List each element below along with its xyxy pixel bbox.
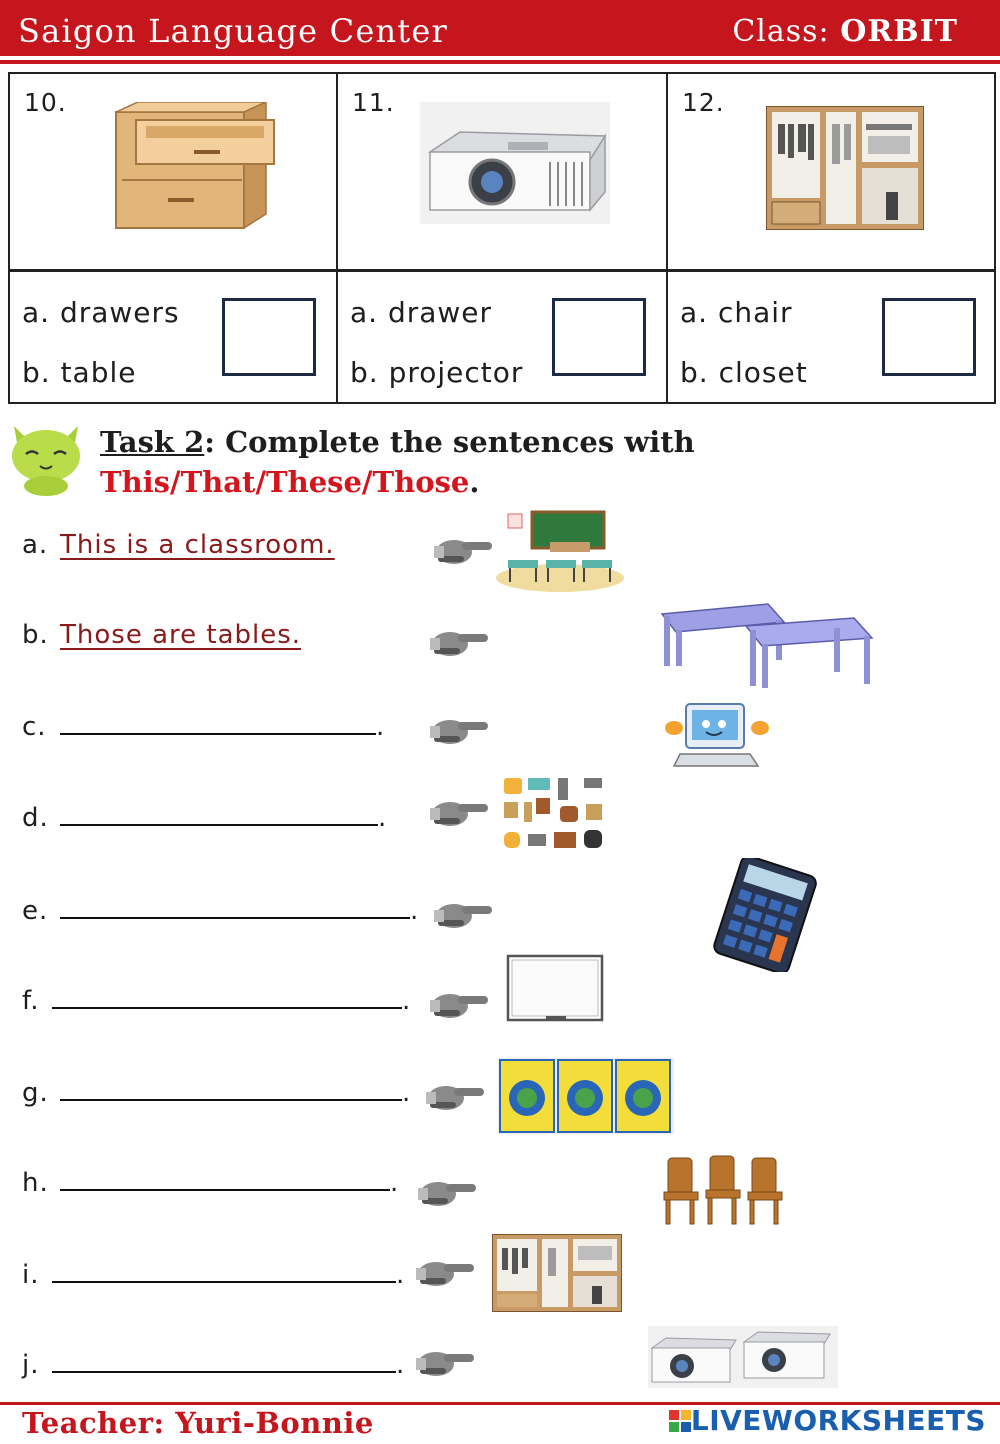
item-12-choices: [668, 272, 996, 402]
option-a: a. drawer: [350, 296, 493, 329]
sentence-row-e: [22, 896, 419, 926]
class-name: ORBIT: [840, 14, 958, 49]
row-period: .: [396, 1260, 406, 1290]
sentence-row-f: [22, 986, 411, 1016]
closet-image: [492, 1234, 622, 1312]
earth-day-posters-image: [498, 1058, 674, 1134]
projectors-image: [648, 1326, 838, 1388]
projector-image: [420, 102, 610, 224]
option-b: b. projector: [350, 356, 524, 389]
answer-input[interactable]: [60, 1079, 402, 1101]
item-11-choices: [338, 272, 668, 402]
row-label: a.: [22, 530, 49, 560]
item-number: 11.: [352, 88, 395, 117]
answer-input[interactable]: [52, 1351, 396, 1373]
item-number: 12.: [682, 88, 725, 117]
header-divider: [0, 60, 1000, 64]
brand-name: LIVEWORKSHEETS: [690, 1404, 986, 1437]
classroom-image: [494, 508, 626, 594]
sentence-row-c: [22, 712, 385, 742]
row-period: .: [376, 712, 386, 742]
pointing-hand-icon: [416, 1176, 478, 1210]
sentence-row-i: [22, 1260, 405, 1290]
item-10-picture-cell: [10, 74, 338, 272]
answer-input[interactable]: [60, 804, 378, 826]
row-label: c.: [22, 712, 47, 742]
option-a: a. chair: [680, 296, 793, 329]
row-label: e.: [22, 896, 49, 926]
item-12-picture-cell: [668, 74, 996, 272]
task2-period: .: [469, 465, 480, 499]
pointing-hand-icon: [424, 1080, 486, 1114]
answer-box[interactable]: [882, 298, 976, 376]
row-label: j.: [22, 1350, 40, 1380]
clothes-image: [500, 776, 610, 850]
task2-label: Task 2: [100, 425, 205, 459]
row-label: h.: [22, 1168, 49, 1198]
sentence-row-j: [22, 1350, 405, 1380]
row-period: .: [402, 986, 412, 1016]
pointing-hand-icon: [428, 626, 490, 660]
calculator-image: [712, 858, 820, 972]
pointing-hand-icon: [428, 796, 490, 830]
answer-box[interactable]: [222, 298, 316, 376]
option-b: b. table: [22, 356, 137, 389]
pointing-hand-icon: [432, 898, 494, 932]
class-label: Class:: [732, 14, 830, 49]
pointing-hand-icon: [428, 988, 490, 1022]
example-sentence: This is a classroom.: [60, 530, 335, 560]
sentence-row-d: [22, 803, 387, 833]
row-label: f.: [22, 986, 40, 1016]
answer-input[interactable]: [52, 1261, 396, 1283]
row-period: .: [402, 1078, 412, 1108]
row-label: i.: [22, 1260, 40, 1290]
cat-mascot-icon: [4, 418, 88, 496]
teacher-name: Teacher: Yuri-Bonnie: [22, 1406, 374, 1440]
task2-instruction: : Complete the sentences with: [204, 425, 695, 459]
row-period: .: [396, 1350, 406, 1380]
example-sentence: Those are tables.: [60, 620, 302, 650]
drawer-cabinet-image: [106, 102, 276, 230]
task2-words: This/That/These/Those: [100, 465, 470, 499]
pointing-hand-icon: [414, 1256, 476, 1290]
whiteboard-image: [506, 954, 604, 1026]
task1-table: [8, 72, 996, 404]
answer-input[interactable]: [60, 897, 410, 919]
tables-image: [658, 600, 876, 692]
item-number: 10.: [24, 88, 67, 117]
sentence-row-g: [22, 1078, 411, 1108]
closet-image: [766, 106, 924, 230]
item-11-picture-cell: [338, 74, 668, 272]
answer-box[interactable]: [552, 298, 646, 376]
answer-input[interactable]: [52, 987, 402, 1009]
option-a: a. drawers: [22, 296, 180, 329]
item-10-choices: [10, 272, 338, 402]
answer-input[interactable]: [60, 1169, 390, 1191]
class-info: [732, 14, 958, 49]
row-label: d.: [22, 803, 49, 833]
liveworksheets-logo: [669, 1404, 986, 1437]
task2-heading: [100, 422, 695, 502]
option-b: b. closet: [680, 356, 808, 389]
answer-input[interactable]: [60, 713, 376, 735]
liveworksheets-mark-icon: [669, 1410, 691, 1432]
row-label: b.: [22, 620, 49, 650]
pointing-hand-icon: [432, 534, 494, 568]
row-label: g.: [22, 1078, 49, 1108]
pointing-hand-icon: [428, 714, 490, 748]
page-header: [0, 0, 1000, 56]
row-period: .: [378, 803, 388, 833]
center-name: Saigon Language Center: [18, 12, 448, 50]
chairs-image: [658, 1154, 798, 1228]
row-period: .: [390, 1168, 400, 1198]
computer-image: [660, 700, 778, 770]
sentence-row-h: [22, 1168, 399, 1198]
row-period: .: [410, 896, 420, 926]
sentence-row-a: [22, 530, 335, 560]
pointing-hand-icon: [414, 1346, 476, 1380]
sentence-row-b: [22, 620, 301, 650]
